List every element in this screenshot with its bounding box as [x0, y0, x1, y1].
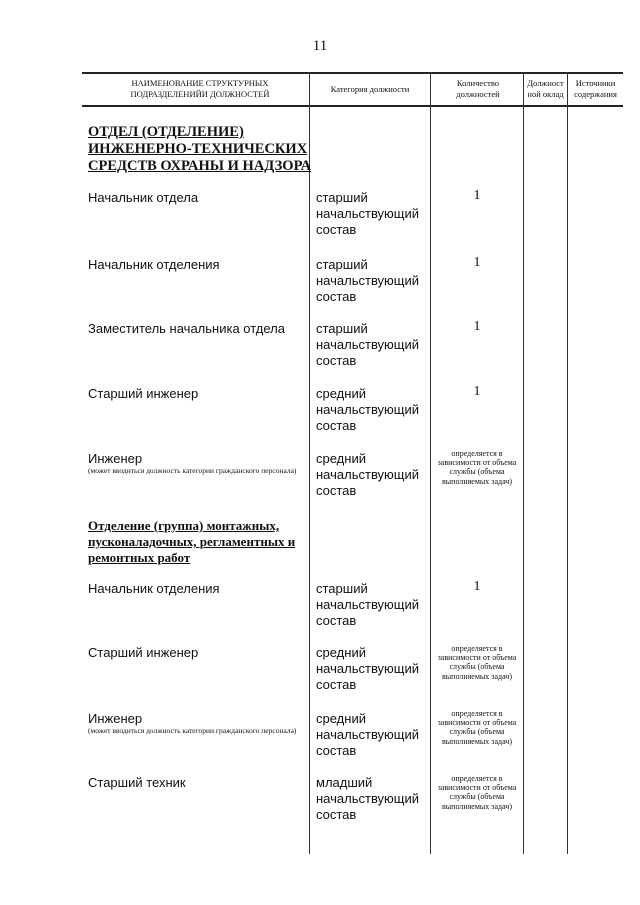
position-category: младший начальствующий состав — [316, 775, 420, 822]
position-category: средний начальствующий состав — [316, 711, 420, 758]
position-category: средний начальствующий состав — [316, 386, 420, 433]
position-category: старший начальствующий состав — [316, 321, 420, 368]
position-name: Старший инженер — [88, 386, 199, 401]
table-header-rule — [82, 105, 623, 107]
position-note: (может вводиться должность категории гражданского персонала) — [88, 726, 297, 735]
position-category: средний начальствующий состав — [316, 645, 420, 692]
position-name: Старший техник — [88, 775, 186, 790]
header-col-name: НАИМЕНОВАНИЕ СТРУКТУРНЫХ ПОДРАЗДЕЛЕНИЙИ ДОЛЖНОСТЕЙ — [130, 78, 270, 99]
col-divider-1 — [309, 72, 310, 854]
header-col-source: Источники содержания — [574, 78, 617, 99]
position-name: Инженер — [88, 451, 143, 466]
position-category: старший начальствующий состав — [316, 581, 420, 628]
col-divider-2 — [430, 72, 431, 854]
position-name: Начальник отделения — [88, 581, 220, 596]
page-number: 11 — [312, 38, 328, 54]
position-note: (может вводиться должность категории гражданского персонала) — [88, 466, 297, 475]
section-title: ОТДЕЛ (ОТДЕЛЕНИЕ) ИНЖЕНЕРНО-ТЕХНИЧЕСКИХ СРЕДСТВ ОХРАНЫ И НАДЗОРА — [88, 124, 312, 174]
position-count: 1 — [473, 255, 481, 270]
position-name: Заместитель начальника отдела — [88, 321, 285, 336]
position-name: Начальник отделения — [88, 257, 220, 272]
position-count: 1 — [473, 579, 481, 594]
position-category: старший начальствующий состав — [316, 190, 420, 237]
header-col-category: Категория должности — [330, 83, 410, 94]
header-col-count: Количество должностей — [456, 78, 500, 99]
position-name: Начальник отдела — [88, 190, 199, 205]
position-count: определяется в зависимости от объема службы (объема выполняемых задач) — [437, 774, 517, 811]
col-divider-3 — [523, 72, 524, 854]
position-count: определяется в зависимости от объема службы (объема выполняемых задач) — [437, 709, 517, 746]
position-count: определяется в зависимости от объема службы (объема выполняемых задач) — [437, 449, 517, 486]
position-count: 1 — [473, 188, 481, 203]
position-name: Инженер — [88, 711, 143, 726]
position-count: 1 — [473, 384, 481, 399]
position-category: средний начальствующий состав — [316, 451, 420, 498]
section-title: Отделение (группа) монтажных, пусконаладочных, регламентных и ремонтных работ — [88, 518, 296, 565]
col-divider-4 — [567, 72, 568, 854]
position-name: Старший инженер — [88, 645, 199, 660]
position-count: 1 — [473, 319, 481, 334]
position-count: определяется в зависимости от объема службы (объема выполняемых задач) — [437, 644, 517, 681]
header-col-salary: Должност ной оклад — [527, 78, 564, 99]
position-category: старший начальствующий состав — [316, 257, 420, 304]
